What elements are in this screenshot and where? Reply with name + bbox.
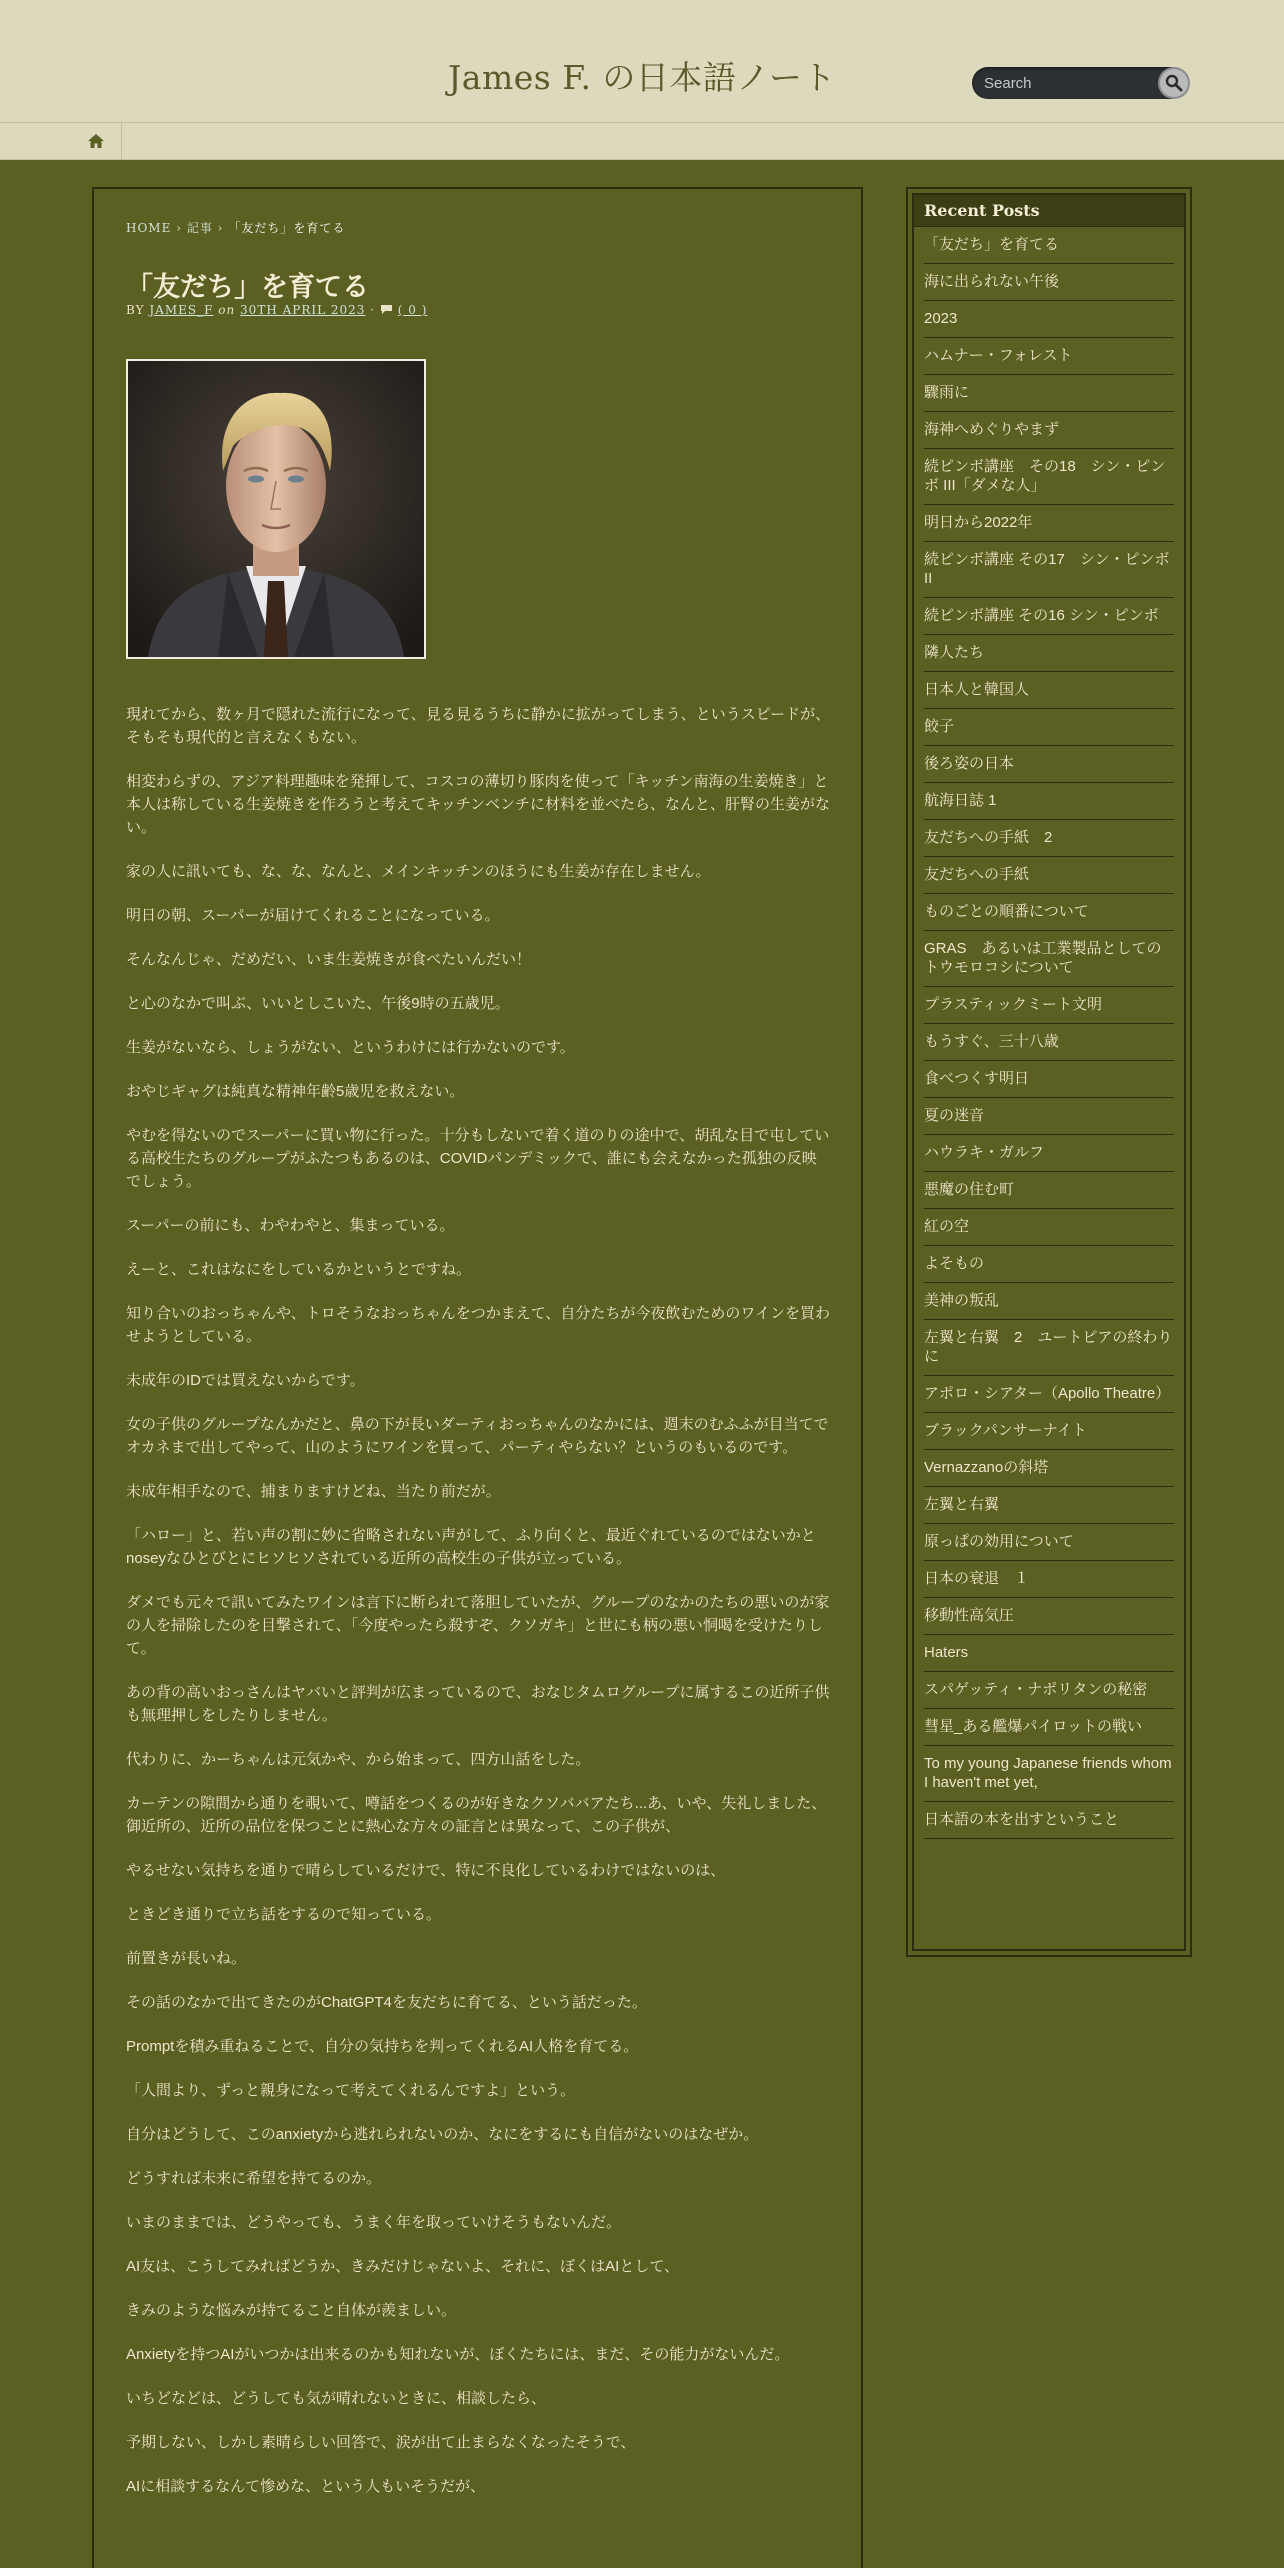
nav-bar [0,122,1284,160]
recent-post-item [924,931,1174,987]
post-paragraph: 「人間より、ずっと親身になって考えてくれるんですよ」という。 [126,2082,576,2099]
recent-post-item [924,1413,1174,1450]
post-paragraph: 知り合いのおっちゃんや、トロそうなおっちゃんをつかまえて、自分たちが今夜飲むためのワインを買わせようとしている。 [126,1305,830,1345]
recent-posts-list [914,227,1184,1839]
date-link[interactable]: 30TH APRIL 2023 [240,303,366,317]
recent-post-item [924,338,1174,375]
post-paragraph: Promptを積み重ねることで、自分の気持ちを判ってくれるAI人格を育てる。 [126,2038,639,2055]
post-content [92,187,863,2568]
recent-post-link[interactable]: 海神へめぐりやまず [924,421,1060,438]
recent-posts-widget [912,193,1186,1951]
recent-post-link[interactable]: 航海日誌 1 [924,792,997,809]
recent-post-link[interactable]: 美神の叛乱 [924,1292,1000,1309]
post-paragraph: 家の人に訊いても、な、な、なんと、メインキッチンのほうにも生姜が存在しません。 [126,863,711,880]
post-title: 「友だち」を育てる [126,272,369,303]
recent-post-link[interactable]: 2023 [924,310,958,327]
site-title[interactable]: James F. の日本語ノート [448,58,836,97]
post-paragraph: 自分はどうして、このanxietyから逃れられないのか、なにをするにも自信がないのはなぜか。 [126,2126,759,2143]
post-paragraph: カーテンの隙間から通りを覗いて、噂話をつくるのが好きなクソババアたち...あ、いや、失礼しました、御近所の、近所の品位を保つことに熱心な方々の証言とは異なって、この子供が、 [126,1795,827,1835]
recent-post-link[interactable]: Vernazzanoの斜塔 [924,1459,1049,1476]
post-paragraph: 女の子供のグループなんかだと、鼻の下が長いダーティおっちゃんのなかには、週末のむふふが目当てでオカネまで出してやって、山のようにワインを買って、パーティやらない？というのもいるのです。 [126,1416,829,1456]
post-paragraph: あの背の高いおっさんはヤバいと評判が広まっているので、おなじタムログループに属するこの近所子供も無理押しをしたりしません。 [126,1684,830,1724]
recent-post-link[interactable]: 彗星_ある艦爆パイロットの戦い [924,1718,1143,1735]
post-paragraph: いちどなどは、どうしても気が晴れないときに、相談したら、 [126,2390,547,2407]
recent-post-item [924,1061,1174,1098]
site-header [0,0,1284,122]
post-paragraph: 代わりに、かーちゃんは元気かや、から始まって、四方山話をした。 [126,1751,591,1768]
recent-post-link[interactable]: ものごとの順番について [924,903,1089,920]
recent-post-link[interactable]: 左翼と右翼 [924,1496,1000,1513]
recent-post-link[interactable]: To my young Japanese friends whom I haven't met yet, [924,1755,1172,1791]
post-paragraph: 現れてから、数ヶ月で隠れた流行になって、見る見るうちに静かに拡がってしまう、というスピードが、そもそも現代的と言えなくもない。 [126,706,831,746]
recent-post-link[interactable]: 驟雨に [924,384,970,401]
post-paragraph: ダメでも元々で訊いてみたワインは言下に断られて落胆していたが、グループのなかのたちの悪いのが家の人を掃除したのを目撃されて、「今度やったら殺すぞ、クソガキ」と世にも柄の悪い恫喝を受けたりして。 [126,1594,830,1657]
breadcrumb-current: 「友だち」を育てる [228,221,346,235]
recent-post-item [924,783,1174,820]
recent-post-item [924,746,1174,783]
recent-post-link[interactable]: 「友だち」を育てる [924,236,1060,253]
recent-post-item [924,1598,1174,1635]
comments-link[interactable]: ( 0 ) [397,303,428,317]
recent-post-item [924,1024,1174,1061]
nav-home-button[interactable] [78,123,122,160]
post-paragraph: おやじギャグは純真な精神年齢5歳児を救えない。 [126,1083,465,1100]
recent-post-item [924,672,1174,709]
recent-post-link[interactable]: ハウラキ・ガルフ [924,1144,1045,1161]
recent-post-item [924,1561,1174,1598]
recent-post-item [924,857,1174,894]
post-paragraph: どうすれば未来に希望を持てるのか。 [126,2170,382,2187]
post-paragraph: 前置きが長いね。 [126,1950,247,1967]
post-paragraph: えーと、これはなにをしているかというとですね。 [126,1261,472,1278]
author-link[interactable]: JAMES_F [149,303,214,317]
recent-post-link[interactable]: もうすぐ、三十八歳 [924,1033,1059,1050]
recent-post-item [924,1635,1174,1672]
sidebar [906,187,1192,1957]
recent-post-link[interactable]: ハムナー・フォレスト [924,347,1073,364]
post-paragraph: 未成年のIDでは買えないからです。 [126,1372,365,1389]
recent-post-item [924,1376,1174,1413]
recent-post-link[interactable]: 続ピンボ講座 その17 シン・ピンボ II [924,551,1170,587]
meta-dot: · [370,303,376,317]
recent-post-link[interactable]: 食べつくす明日 [924,1070,1030,1087]
recent-post-item [924,598,1174,635]
home-icon [88,134,104,148]
breadcrumb [126,219,345,236]
recent-post-link[interactable]: アポロ・シアター（Apollo Theatre） [924,1385,1171,1402]
recent-post-item [924,1098,1174,1135]
recent-post-link[interactable]: 悪魔の住む町 [924,1181,1015,1198]
recent-post-item [924,1524,1174,1561]
recent-post-item [924,1709,1174,1746]
recent-post-item [924,1746,1174,1802]
recent-post-link[interactable]: 続ピンボ講座 その16 シン・ピンボ [924,607,1159,624]
recent-post-item [924,264,1174,301]
breadcrumb-separator: › [176,221,182,235]
meta-by: BY [126,303,145,317]
recent-post-item [924,542,1174,598]
post-paragraph: その話のなかで出てきたのがChatGPT4を友だちに育てる、という話だった。 [126,1994,647,2011]
recent-post-item [924,635,1174,672]
comment-icon [380,304,393,315]
portrait-image [128,361,424,657]
recent-post-item [924,412,1174,449]
post-body [126,703,831,2519]
recent-post-item [924,1672,1174,1709]
recent-post-link[interactable]: 日本の衰退 １ [924,1570,1030,1587]
recent-post-item [924,1246,1174,1283]
recent-post-item [924,505,1174,542]
recent-posts-title: Recent Posts [914,195,1184,227]
recent-post-item [924,1450,1174,1487]
recent-post-link[interactable]: プラスティックミート文明 [924,996,1103,1013]
recent-post-link[interactable]: 日本人と韓国人 [924,681,1030,698]
recent-post-item [924,301,1174,338]
post-paragraph: 相変わらずの、アジア料理趣味を発揮して、コスコの薄切り豚肉を使って「キッチン南海の生姜焼き」と本人は称している生姜焼きを作ろうと考えてキッチンベンチに材料を並べたら、なんと、肝腎の生姜がない。 [126,773,830,836]
recent-post-link[interactable]: 隣人たち [924,644,985,661]
recent-post-item [924,709,1174,746]
post-paragraph: 「ハロー」と、若い声の割に妙に省略されない声がして、ふり向くと、最近ぐれているのではないかとnoseyなひとびとにヒソヒソされている近所の高校生の子供が立っている。 [126,1527,816,1567]
recent-post-item [924,1172,1174,1209]
recent-post-link[interactable]: 後ろ姿の日本 [924,755,1015,772]
post-meta [126,303,427,317]
recent-post-link[interactable]: 移動性高気圧 [924,1607,1015,1624]
post-paragraph: と心のなかで叫ぶ、いいとしこいた、午後9時の五歳児。 [126,995,510,1012]
search-box [972,67,1188,99]
post-paragraph: AI友は、こうしてみればどうか、きみだけじゃないよ、それに、ぼくはAIとして、 [126,2258,680,2275]
recent-post-item [924,1283,1174,1320]
post-image[interactable] [126,359,426,659]
recent-post-item [924,375,1174,412]
recent-post-link[interactable]: 友だちへの手紙 2 [924,829,1053,846]
search-button[interactable] [1160,69,1188,97]
recent-post-item [924,820,1174,857]
recent-post-link[interactable]: 餃子 [924,718,955,735]
post-paragraph: Anxietyを持つAIがいつかは出来るのかも知れないが、ぼくたちには、まだ、その能力がないんだ。 [126,2346,790,2363]
recent-post-link[interactable]: 夏の迷音 [924,1107,985,1124]
recent-post-item [924,1487,1174,1524]
recent-post-link[interactable]: 紅の空 [924,1218,970,1235]
post-paragraph: スーパーの前にも、わやわやと、集まっている。 [126,1217,455,1234]
post-paragraph: 生姜がないなら、しょうがない、というわけには行かないのです。 [126,1039,575,1056]
recent-post-item [924,1320,1174,1376]
recent-post-link[interactable]: 海に出られない午後 [924,273,1060,290]
breadcrumb-home-link[interactable]: HOME [126,221,172,235]
recent-post-link[interactable]: 日本語の本を出すということ [924,1811,1120,1828]
recent-post-link[interactable]: GRAS あるいは工業製品としてのトウモロコシについて [924,940,1162,976]
post-paragraph: やるせない気持ちを通りで晴らしているだけで、特に不良化しているわけではないのは、 [126,1862,726,1879]
recent-post-item [924,227,1174,264]
recent-post-item [924,1209,1174,1246]
post-paragraph: ときどき通りで立ち話をするので知っている。 [126,1906,442,1923]
post-paragraph: やむを得ないのでスーパーに買い物に行った。十分もしないで着く道のりの途中で、胡乱な目で屯している高校生たちのグループがふたつもあるのは、COVIDパンデミックで、誰にも会えなかった孤独の反映でしょう。 [126,1127,830,1190]
post-paragraph: AIに相談するなんて惨めな、という人もいそうだが、 [126,2478,486,2495]
recent-post-link[interactable]: よそもの [924,1255,985,1272]
recent-post-link[interactable]: 明日から2022年 [924,514,1033,531]
recent-post-link[interactable]: スパゲッティ・ナポリタンの秘密 [924,1681,1148,1698]
search-icon [1165,74,1183,92]
post-paragraph: 予期しない、しかし素晴らしい回答で、涙が出て止まらなくなったそうで、 [126,2434,636,2451]
search-input[interactable] [984,73,1154,93]
post-paragraph: きみのような悩みが持てること自体が羨ましい。 [126,2302,457,2319]
recent-post-link[interactable]: 原っぱの効用について [924,1533,1074,1550]
recent-post-link[interactable]: ブラックパンサーナイト [924,1422,1087,1439]
recent-post-link[interactable]: 左翼と右翼 2 ユートピアの終わりに [924,1329,1173,1365]
post-paragraph: 明日の朝、スーパーが届けてくれることになっている。 [126,907,500,924]
post-paragraph: いまのままでは、どうやっても、うまく年を取っていけそうもないんだ。 [126,2214,622,2231]
recent-post-item [924,894,1174,931]
meta-on: on [218,303,236,317]
recent-post-item [924,1135,1174,1172]
recent-post-item [924,449,1174,505]
post-paragraph: そんなんじゃ、だめだい、いま生姜焼きが食べたいんだい！ [126,951,532,968]
recent-post-link[interactable]: Haters [924,1644,969,1661]
breadcrumb-category-link[interactable]: 記事 [186,221,213,235]
recent-post-item [924,987,1174,1024]
recent-post-link[interactable]: 続ピンボ講座 その18 シン・ピンボ III「ダメな人」 [924,458,1166,494]
breadcrumb-separator: › [217,221,224,235]
recent-post-item [924,1802,1174,1839]
post-paragraph: 未成年相手なので、捕まりますけどね、当たり前だが。 [126,1483,501,1500]
recent-post-link[interactable]: 友だちへの手紙 [924,866,1030,883]
